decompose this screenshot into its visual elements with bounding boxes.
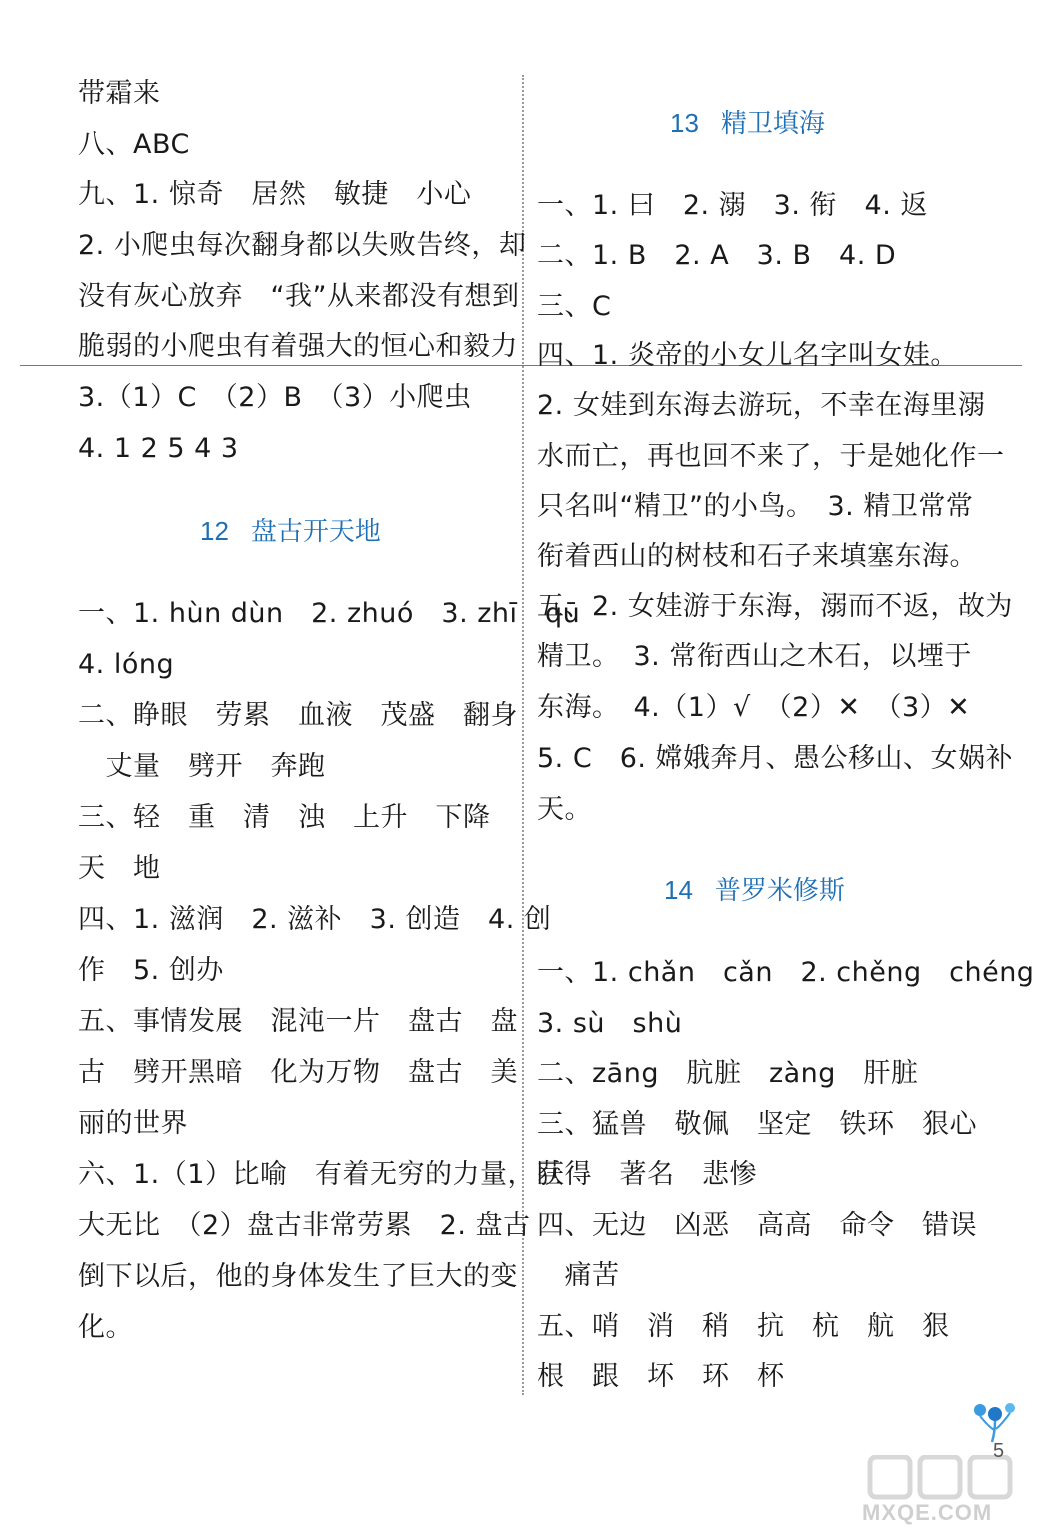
text-line: 一、1. 曰 2. 溺 3. 衔 4. 返 [537, 190, 928, 221]
text-line: 三、C [537, 291, 612, 322]
text-line: 作 5. 创办 [78, 955, 224, 986]
text-line: 3. sù shù [537, 1008, 683, 1039]
text-line: 四、无边 凶恶 高高 命令 错误 [537, 1210, 977, 1241]
text-line: 二、1. B 2. A 3. B 4. D [537, 240, 897, 271]
text-line: 根 跟 坏 环 杯 [537, 1361, 785, 1392]
watermark-text: MXQE.COM [862, 1500, 993, 1525]
text-line: 痛苦 [537, 1260, 620, 1291]
text-line: 5. C 6. 嫦娥奔月、愚公移山、女娲补 [537, 743, 1014, 774]
text-line: 东海。 4.（1）√ （2）✕ （3）✕ [537, 692, 971, 723]
text-line: 丽的世界 [78, 1108, 188, 1139]
text-line: 一、1. chǎn cǎn 2. chěng chéng [537, 957, 1035, 988]
section-heading: 普罗米修斯 [714, 876, 845, 906]
text-line: 一、1. hùn dùn 2. zhuó 3. zhī qū [78, 598, 581, 629]
text-line: 天。 [537, 794, 592, 825]
section-number: 13 [670, 108, 699, 138]
flower-logo-icon [968, 1400, 1028, 1445]
text-line: 四、1. 炎帝的小女儿名字叫女娃。 [537, 340, 958, 371]
section-title-14 [664, 873, 845, 908]
text-line: 带霜来 [78, 78, 161, 109]
text-line: 倒下以后，他的身体发生了巨大的变 [78, 1261, 518, 1292]
section-number: 12 [200, 516, 229, 546]
text-line: 化。 [78, 1312, 133, 1343]
text-line: 二、zāng 肮脏 zàng 肝脏 [537, 1058, 919, 1089]
text-line: 大无比 （2）盘古非常劳累 2. 盘古 [78, 1210, 531, 1241]
text-line: 九、1. 惊奇 居然 敏捷 小心 [78, 179, 472, 210]
text-line: 精卫。 3. 常衔西山之木石，以堙于 [537, 641, 972, 672]
section-heading: 精卫填海 [720, 109, 825, 139]
section-heading: 盘古开天地 [250, 517, 381, 547]
text-line: 三、猛兽 敬佩 坚定 铁环 狠心 [537, 1109, 977, 1140]
text-line: 五、事情发展 混沌一片 盘古 盘 [78, 1006, 518, 1037]
text-line: 古 劈开黑暗 化为万物 盘古 美 [78, 1057, 518, 1088]
text-line: 五、哨 消 稍 抗 杭 航 狠 [537, 1311, 950, 1342]
text-line: 六、1.（1）比喻 有着无穷的力量，巨 [78, 1159, 563, 1190]
column-divider [522, 75, 524, 1395]
text-line: 衔着西山的树枝和石子来填塞东海。 [537, 541, 977, 572]
section-title-12 [200, 514, 381, 549]
text-line: 三、轻 重 清 浊 上升 下降 [78, 802, 491, 833]
text-line: 没有灰心放弃 “我”从来都没有想到 [78, 281, 520, 312]
text-line: 脆弱的小爬虫有着强大的恒心和毅力 [78, 331, 518, 362]
text-line: 3.（1）C （2）B （3）小爬虫 [78, 382, 472, 413]
text-line: 四、1. 滋润 2. 滋补 3. 创造 4. 创 [78, 904, 552, 935]
text-line: 五、2. 女娃游于东海，溺而不返，故为 [537, 591, 1013, 622]
text-line: 获得 著名 悲惨 [537, 1159, 757, 1190]
text-line: 4. lóng [78, 649, 175, 680]
text-line: 4. 1 2 5 4 3 [78, 433, 239, 464]
text-line: 二、睁眼 劳累 血液 茂盛 翻身 [78, 700, 518, 731]
text-line: 天 地 [78, 853, 161, 884]
text-line: 只名叫“精卫”的小鸟。 3. 精卫常常 [537, 491, 974, 522]
section-number: 14 [664, 875, 693, 905]
page-number: 5 [993, 1440, 1005, 1462]
text-line: 2. 女娃到东海去游玩，不幸在海里溺 [537, 390, 986, 421]
text-line: 丈量 劈开 奔跑 [78, 751, 326, 782]
section-title-13 [670, 106, 825, 141]
text-line: 2. 小爬虫每次翻身都以失败告终，却 [78, 230, 527, 261]
text-line: 水而亡，再也回不来了，于是她化作一 [537, 441, 1005, 472]
text-line: 八、ABC [78, 129, 190, 160]
